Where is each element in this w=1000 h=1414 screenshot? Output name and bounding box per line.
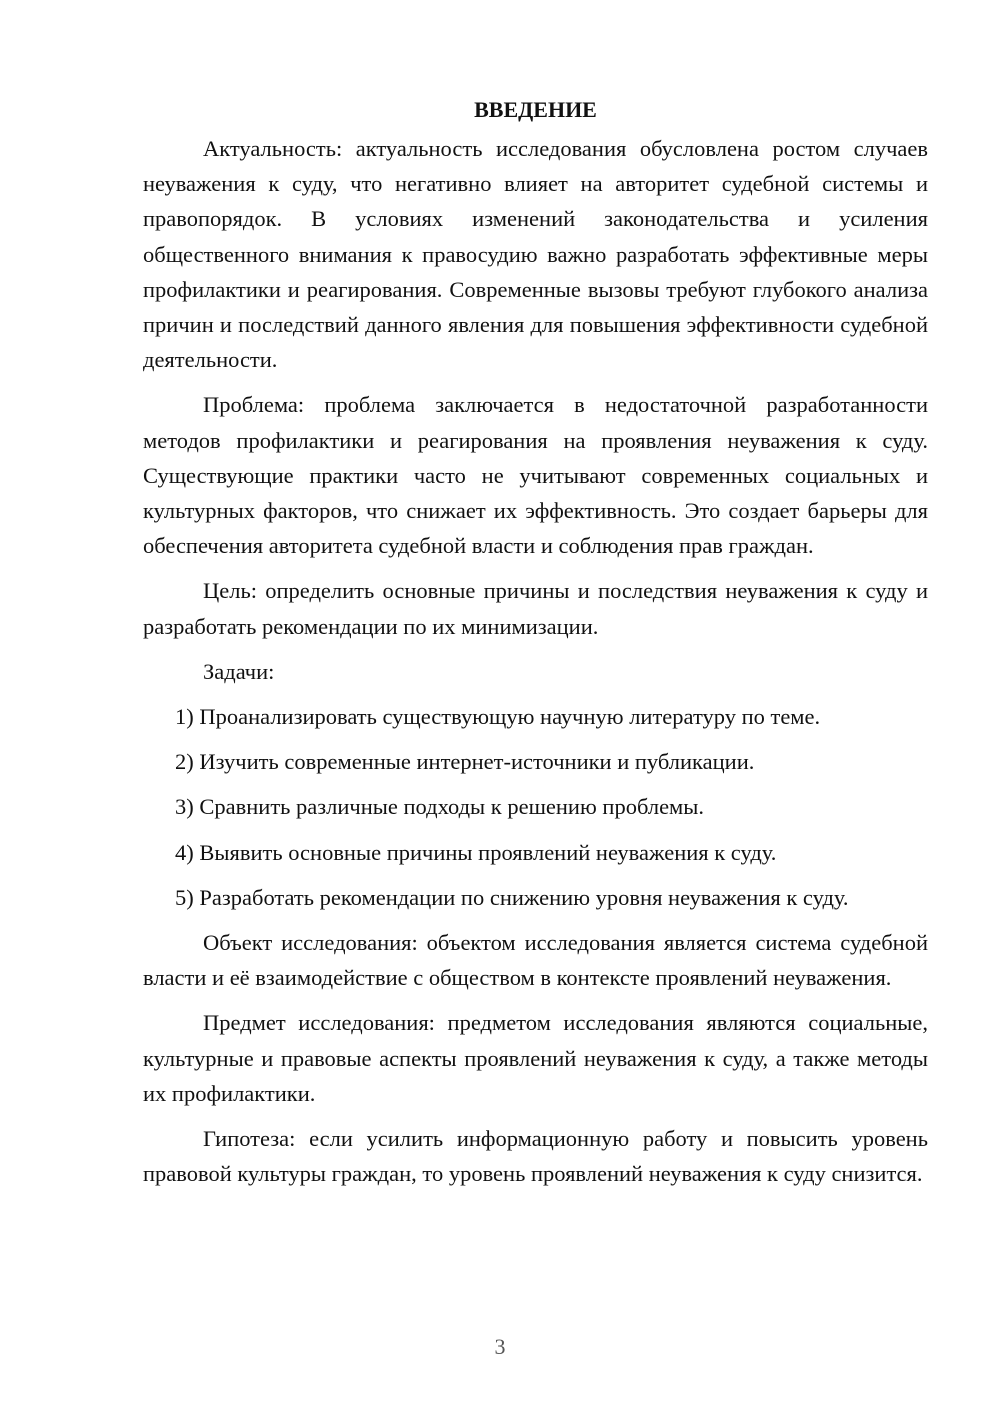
hypothesis-paragraph: Гипотеза: если усилить информационную работу и повысить уровень правовой культуры граждан, то уровень проявлений неуважения к суду снизится. (143, 1126, 928, 1187)
list-item: 4) Выявить основные причины проявлений неуважения к суду. (175, 839, 777, 865)
page-title: ВВЕДЕНИЕ (474, 97, 597, 122)
list-item: 1) Проанализировать существующую научную литературу по теме. (175, 704, 821, 730)
tasks-label: Задачи: (203, 658, 275, 684)
subject-paragraph: Предмет исследования: предметом исследования являются социальные, культурные и правовые аспекты проявлений неуважения к суду, а также методы их профилактики. (143, 1010, 928, 1106)
list-item: 5) Разработать рекомендации по снижению уровня неуважения к суду. (175, 884, 849, 910)
tasks-list (143, 699, 928, 915)
object-paragraph: Объект исследования: объектом исследования является система судебной власти и её взаимодействие с обществом в контексте проявлений неуважения. (143, 930, 928, 991)
page-number: 3 (494, 1334, 506, 1359)
relevance-paragraph: Актуальность: актуальность исследования обусловлена ростом случаев неуважения к суду, что негативно влияет на авторитет судебной системы и правопорядок. В условиях изменений законодательства и усиления общественного внимания к правосудию важно разработать эффективные меры профилактики и реагирования. Современные вызовы требуют глубокого анализа причин и последствий данного явления для повышения эффективности судебной деятельности. (143, 136, 928, 373)
document-page (143, 92, 928, 1201)
goal-paragraph: Цель: определить основные причины и последствия неуважения к суду и разработать рекомендации по их минимизации. (143, 578, 928, 639)
list-item: 3) Сравнить различные подходы к решению проблемы. (175, 794, 705, 820)
problem-paragraph: Проблема: проблема заключается в недостаточной разработанности методов профилактики и реагирования на проявления неуважения к суду. Существующие практики часто не учитывают современных социальных и культурных факторов, что снижает их эффективность. Это создает барьеры для обеспечения авторитета судебной власти и соблюдения прав граждан. (143, 392, 928, 559)
list-item: 2) Изучить современные интернет-источники и публикации. (175, 749, 755, 775)
